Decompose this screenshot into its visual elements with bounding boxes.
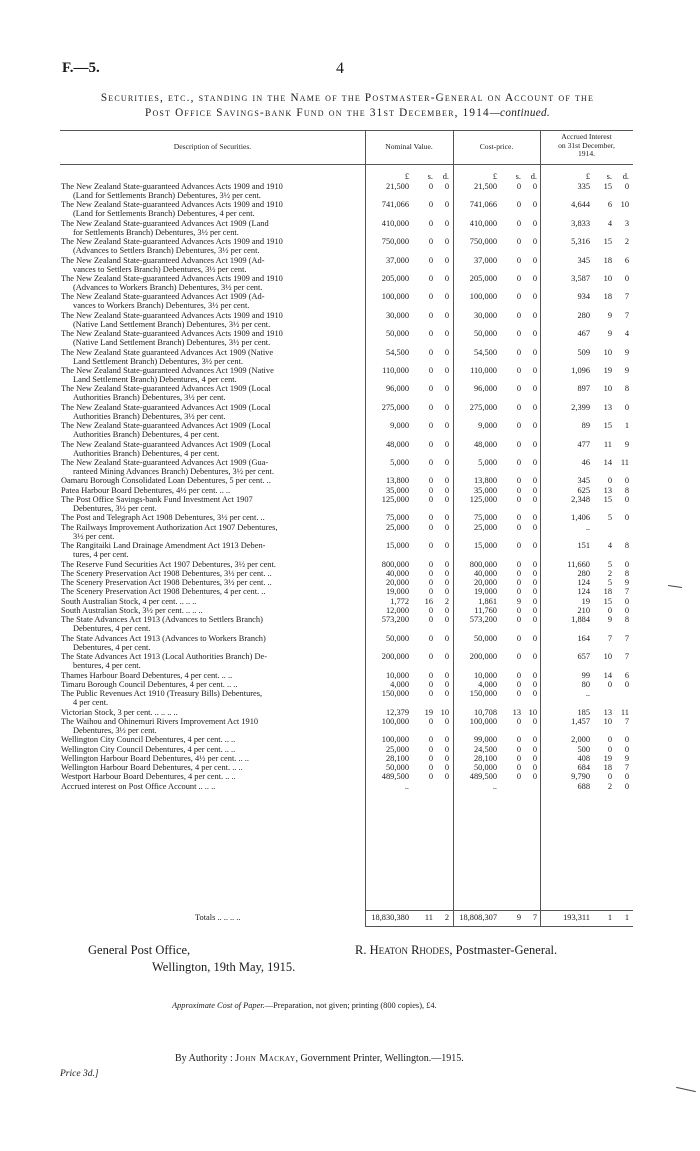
signature-title: , Postmaster-General.	[449, 943, 558, 957]
nominal-value: 100,000 0 0	[381, 735, 449, 745]
security-description: The New Zealand State-guaranteed Advances Act 1909 (Gua- ranteed Mining Advances Branch) Debentures, 3½ per cent.	[61, 458, 274, 476]
accrued-interest: 2,000 0 0	[571, 735, 629, 745]
nominal-value: 48,000 0 0	[385, 439, 449, 449]
nominal-value: 28,100 0 0	[385, 753, 449, 763]
security-description: The New Zealand State-guaranteed Advances Acts 1909 and 1910 (Land for Settlements Branch) Debentures, 4 per cent.	[61, 200, 283, 219]
security-description: The Public Revenues Act 1910 (Treasury Bills) Debentures, 4 per cent.	[61, 689, 263, 708]
accrued-interest: 99 14 6	[581, 670, 629, 680]
column-header-nominal: Nominal Value.	[385, 142, 433, 151]
nominal-value: 37,000 0 0	[385, 255, 449, 265]
column-header-cost: Cost-price.	[479, 142, 514, 151]
security-description: The Railways Improvement Authorization Act 1907 Debentures, 3½ per cent.	[61, 522, 278, 541]
accrued-interest: 185 13 11	[577, 707, 629, 717]
nominal-value: 150,000 0 0	[381, 689, 449, 699]
nominal-value: 19,000 0 0	[385, 587, 449, 597]
nominal-value: 12,000 0 0	[385, 606, 449, 615]
cost-price: 48,000 0 0	[473, 439, 537, 449]
cost-price: 30,000 0 0	[473, 310, 537, 320]
nominal-value: 125,000 0 0	[381, 495, 449, 504]
accrued-interest: 1,096 19 9	[571, 366, 629, 375]
unit-pence: d.	[530, 172, 537, 181]
cost-label: Approximate Cost of Paper.	[172, 1001, 265, 1010]
unit-pence: d.	[622, 172, 629, 181]
security-description: The New Zealand State-guaranteed Advances Acts 1909 and 1910 (Native Land Settlement Branch) Debentures, 3½ per cent.	[61, 310, 283, 329]
accrued-interest: 657 10 7	[577, 652, 629, 662]
nominal-value: 5,000 0 0	[390, 458, 449, 467]
cost-price: 75,000 0 0	[473, 513, 537, 523]
accrued-interest: 345 18 6	[577, 255, 629, 265]
security-description: The New Zealand State-guaranteed Advances Act 1909 (Local Authorities Branch) Debentures, 3½ per cent.	[61, 402, 271, 421]
total-nominal: 18,830,380 11 2	[371, 913, 449, 922]
nominal-value: 25,000 0 0	[385, 522, 449, 532]
signature-name: R. Heaton Rhodes	[355, 943, 450, 957]
security-description: The Scenery Preservation Act 1908 Debentures, 3½ per cent. ..	[61, 578, 272, 588]
security-description: Wellington Harbour Board Debentures, 4 per cent. .. ..	[61, 763, 243, 773]
accrued-interest: 2,348 15 0	[571, 495, 629, 504]
accrued-interest: 897 10 8	[577, 384, 629, 394]
nominal-value: 100,000 0 0	[381, 716, 449, 726]
column-header-description: Description of Securities.	[173, 142, 252, 151]
authority-line	[175, 1053, 464, 1064]
nominal-value: 800,000 0 0	[381, 559, 449, 569]
total-cost: 18,808,307 9 7	[459, 913, 537, 922]
cost-price: 573,200 0 0	[469, 615, 537, 625]
security-description: The New Zealand State-guaranteed Advances Act 1909 (Native Land Settlement Branch) Debentures, 4 per cent.	[61, 366, 274, 384]
accrued-interest: 164 7 7	[577, 633, 629, 643]
security-description: Wellington City Council Debentures, 4 per cent. .. ..	[61, 735, 236, 745]
nominal-value: 54,500 0 0	[385, 347, 449, 357]
security-description: Wellington City Council Debentures, 4 per cent. .. ..	[61, 744, 236, 754]
accrued-interest: ..	[585, 689, 590, 699]
cost-price: 19,000 0 0	[473, 587, 537, 597]
cost-price: 275,000 0 0	[469, 402, 537, 412]
cost-price: 150,000 0 0	[469, 689, 537, 699]
security-description: The New Zealand State-guaranteed Advances Acts 1909 and 1910 (Land for Settlements Branch) Debentures, 3½ per cent.	[61, 182, 283, 200]
security-description: The State Advances Act 1913 (Local Authorities Branch) De- bentures, 4 per cent.	[61, 652, 268, 671]
authority-name: John Mackay	[235, 1053, 296, 1064]
nominal-value: 9,000 0 0	[390, 421, 449, 431]
nominal-value: 40,000 0 0	[385, 568, 449, 578]
security-description: The New Zealand State-guaranteed Advances Act 1909 (Local Authorities Branch) Debentures, 4 per cent.	[61, 439, 271, 458]
accrued-interest: 80 0 0	[581, 679, 629, 689]
unit-shillings: s.	[427, 172, 433, 181]
nominal-value: 10,000 0 0	[385, 670, 449, 680]
security-description: The New Zealand State-guaranteed Advances Acts 1909 and 1910 (Native Land Settlement Branch) Debentures, 3½ per cent.	[61, 329, 283, 348]
accrued-interest: 19 15 0	[581, 596, 629, 606]
accrued-interest: 280 2 8	[577, 568, 629, 578]
cost-price: 489,500 0 0	[469, 772, 537, 782]
accrued-interest: ..	[585, 522, 590, 532]
security-description: The Scenery Preservation Act 1908 Debentures, 4 per cent. ..	[61, 587, 266, 597]
accrued-interest: 467 9 4	[577, 329, 629, 339]
accrued-interest: 210 0 0	[577, 606, 629, 615]
security-description: South Australian Stock, 3½ per cent. .. .. ..	[61, 606, 203, 615]
cost-price: 9,000 0 0	[478, 421, 537, 431]
accrued-interest: 280 9 7	[577, 310, 629, 320]
security-description: The New Zealand State-guaranteed Advances Act 1909 (Land for Settlements Branch) Debentures, 3½ per cent.	[61, 218, 269, 237]
accrued-interest: 3,587 10 0	[571, 274, 629, 283]
security-description: The Post and Telegraph Act 1908 Debentures, 3½ per cent. ..	[61, 513, 265, 523]
place-line-2: Wellington, 19th May, 1915.	[152, 960, 296, 974]
cost-price: 96,000 0 0	[473, 384, 537, 394]
page-title	[60, 91, 635, 121]
title-line-1: Securities, etc., standing in the Name of the Postmaster-General on Account of the	[100, 92, 595, 104]
security-description: Thames Harbour Board Debentures, 4 per cent. .. ..	[61, 670, 233, 680]
accrued-interest: 9,790 0 0	[571, 772, 629, 782]
title-line-2	[60, 106, 635, 121]
security-description: The New Zealand State-guaranteed Advances Act 1909 (Local Authorities Branch) Debentures, 3½ per cent.	[61, 384, 271, 403]
accrued-interest: 345 0 0	[577, 476, 629, 486]
security-description: Victorian Stock, 3 per cent. .. .. .. ..	[61, 707, 178, 717]
title-line-2-main: Post Office Savings-bank Fund on the 31st December, 1914	[145, 107, 490, 119]
nominal-value: 25,000 0 0	[385, 744, 449, 754]
accrued-interest: 89 15 1	[581, 421, 629, 431]
nominal-value: 50,000 0 0	[385, 763, 449, 773]
nominal-value: ..	[404, 781, 409, 791]
accrued-interest: 4,644 6 10	[571, 200, 629, 210]
cost-price: 50,000 0 0	[473, 633, 537, 643]
cost-price: 13,800 0 0	[473, 476, 537, 486]
accrued-interest: 124 5 9	[577, 578, 629, 588]
accrued-interest: 500 0 0	[577, 744, 629, 754]
cost-price: 25,000 0 0	[473, 522, 537, 532]
nominal-value: 750,000 0 0	[381, 237, 449, 247]
security-description: The New Zealand State-guaranteed Advances Act 1909 (Ad- vances to Settlers Branch) Debentures, 3½ per cent.	[61, 255, 265, 274]
cost-note	[172, 1001, 437, 1010]
cost-price: 750,000 0 0	[469, 237, 537, 247]
cost-price: 24,500 0 0	[473, 744, 537, 754]
cost-price: 205,000 0 0	[469, 274, 537, 283]
security-description: The Waihou and Ohinemuri Rivers Improvement Act 1910 Debentures, 3½ per cent.	[61, 716, 259, 735]
accrued-interest: 11,660 5 0	[567, 559, 629, 569]
cost-price: 110,000 0 0	[470, 366, 537, 375]
security-description: The Reserve Fund Securities Act 1907 Debentures, 3½ per cent.	[61, 559, 276, 569]
security-description: Patea Harbour Board Debentures, 4½ per cent. .. ..	[61, 485, 231, 495]
margin-mark	[676, 1087, 696, 1092]
cost-price: 200,000 0 0	[469, 652, 537, 662]
security-description: The New Zealand State-guaranteed Advances Acts 1909 and 1910 (Advances to Settlers Branch) Debentures, 3½ per cent.	[61, 237, 283, 256]
accrued-interest: 124 18 7	[577, 587, 629, 597]
security-description: The New Zealand State guaranteed Advances Act 1909 (Native Land Settlement Branch) Debentures, 3½ per cent.	[61, 347, 274, 366]
cost-price: 54,500 0 0	[473, 347, 537, 357]
security-description: Wellington Harbour Board Debentures, 4½ per cent. .. ..	[61, 753, 249, 763]
cost-price: 100,000 0 0	[469, 716, 537, 726]
column-header-interest: Accrued Interest on 31st December, 1914.	[558, 132, 615, 158]
security-description: The New Zealand State-guaranteed Advances Acts 1909 and 1910 (Advances to Workers Branch) Debentures, 3½ per cent.	[61, 274, 283, 292]
cost-price: 800,000 0 0	[469, 559, 537, 569]
security-description: The Scenery Preservation Act 1908 Debentures, 3½ per cent. ..	[61, 568, 272, 578]
nominal-value: 4,000 0 0	[390, 679, 449, 689]
nominal-value: 20,000 0 0	[385, 578, 449, 588]
cost-price: 10,708 13 10	[473, 707, 537, 717]
nominal-value: 110,000 0 0	[382, 366, 449, 375]
page-number: 4	[336, 60, 344, 77]
unit-shillings: s.	[606, 172, 612, 181]
security-description: Oamaru Borough Consolidated Loan Debentures, 5 per cent. ..	[61, 476, 271, 486]
cost-price: 10,000 0 0	[473, 670, 537, 680]
cost-price: 40,000 0 0	[473, 568, 537, 578]
accrued-interest: 408 19 9	[577, 753, 629, 763]
cost-price: 21,500 0 0	[473, 182, 537, 191]
nominal-value: 205,000 0 0	[381, 274, 449, 283]
accrued-interest: 5,316 15 2	[571, 237, 629, 247]
cost-price: 125,000 0 0	[469, 495, 537, 504]
cost-price: 741,066 0 0	[469, 200, 537, 210]
nominal-value: 200,000 0 0	[381, 652, 449, 662]
security-description: Westport Harbour Board Debentures, 4 per cent. .. ..	[61, 772, 236, 782]
security-description: The New Zealand State-guaranteed Advances Act 1909 (Local Authorities Branch) Debentures, 4 per cent.	[61, 421, 271, 440]
cost-price: 20,000 0 0	[473, 578, 537, 588]
unit-shillings: s.	[515, 172, 521, 181]
nominal-value: 30,000 0 0	[385, 310, 449, 320]
cost-text: —Preparation, not given; printing (800 copies), £4.	[264, 1001, 437, 1010]
accrued-interest: 46 14 11	[581, 458, 629, 467]
title-line-2-continued: —continued.	[489, 107, 550, 119]
margin-mark	[668, 585, 682, 588]
nominal-value: 12,379 19 10	[385, 707, 449, 717]
authority-prefix: By Authority :	[175, 1053, 233, 1064]
cost-price: 99,000 0 0	[473, 735, 537, 745]
nominal-value: 1,772 16 2	[390, 596, 449, 606]
unit-pounds: £	[585, 172, 590, 181]
accrued-interest: 1,457 10 7	[571, 716, 629, 726]
cost-price: 50,000 0 0	[473, 763, 537, 773]
nominal-value: 13,800 0 0	[385, 476, 449, 486]
cost-price: 15,000 0 0	[473, 541, 537, 551]
unit-pounds: £	[404, 172, 409, 181]
cost-price: 37,000 0 0	[473, 255, 537, 265]
document-code: F.—5.	[62, 60, 100, 76]
accrued-interest: 151 4 8	[577, 541, 629, 551]
cost-price: 5,000 0 0	[478, 458, 537, 467]
accrued-interest: 477 11 9	[577, 439, 629, 449]
nominal-value: 50,000 0 0	[385, 329, 449, 339]
nominal-value: 489,500 0 0	[381, 772, 449, 782]
place-line-1: General Post Office,	[88, 943, 191, 957]
security-description: Accrued interest on Post Office Account .. .. ..	[61, 781, 216, 791]
cost-price: 11,760 0 0	[474, 606, 537, 615]
accrued-interest: 1,406 5 0	[571, 513, 629, 523]
security-description: Timaru Borough Council Debentures, 4 per cent. .. ..	[61, 679, 238, 689]
security-description: The New Zealand State-guaranteed Advances Act 1909 (Ad- vances to Workers Branch) Debentures, 3½ per cent.	[61, 292, 265, 311]
cost-price: 50,000 0 0	[473, 329, 537, 339]
cost-price: ..	[492, 781, 497, 791]
cost-price: 4,000 0 0	[478, 679, 537, 689]
nominal-value: 573,200 0 0	[381, 615, 449, 625]
nominal-value: 50,000 0 0	[385, 633, 449, 643]
nominal-value: 741,066 0 0	[381, 200, 449, 210]
total-interest: 193,311 1 1	[563, 913, 629, 922]
authority-suffix: , Government Printer, Wellington.—1915.	[295, 1053, 464, 1064]
security-description: The State Advances Act 1913 (Advances to Settlers Branch) Debentures, 4 per cent.	[61, 615, 263, 634]
totals-label: Totals .. .. .. ..	[195, 913, 241, 922]
accrued-interest: 688 2 0	[577, 781, 629, 791]
nominal-value: 75,000 0 0	[385, 513, 449, 523]
security-description: The State Advances Act 1913 (Advances to Workers Branch) Debentures, 4 per cent.	[61, 633, 266, 652]
accrued-interest: 2,399 13 0	[571, 402, 629, 412]
accrued-interest: 684 18 7	[577, 763, 629, 773]
accrued-interest: 934 18 7	[577, 292, 629, 302]
nominal-value: 410,000 0 0	[381, 218, 449, 228]
security-description: The Post Office Savings-bank Fund Investment Act 1907 Debentures, 3½ per cent.	[61, 495, 253, 513]
nominal-value: 275,000 0 0	[381, 402, 449, 412]
cost-price: 1,861 9 0	[478, 596, 537, 606]
cost-price: 28,100 0 0	[473, 753, 537, 763]
nominal-value: 96,000 0 0	[385, 384, 449, 394]
nominal-value: 100,000 0 0	[381, 292, 449, 302]
security-description: The Rangitaiki Land Drainage Amendment Act 1913 Deben- tures, 4 per cent.	[61, 541, 266, 560]
cost-price: 35,000 0 0	[473, 485, 537, 495]
nominal-value: 35,000 0 0	[385, 485, 449, 495]
cost-price: 100,000 0 0	[469, 292, 537, 302]
cost-price: 410,000 0 0	[469, 218, 537, 228]
price-label: Price 3d.]	[60, 1069, 99, 1079]
accrued-interest: 1,884 9 8	[571, 615, 629, 625]
accrued-interest: 625 13 8	[577, 485, 629, 495]
nominal-value: 15,000 0 0	[385, 541, 449, 551]
nominal-value: 21,500 0 0	[385, 182, 449, 191]
security-description: South Australian Stock, 4 per cent. .. .. ..	[61, 596, 197, 606]
accrued-interest: 509 10 9	[577, 347, 629, 357]
accrued-interest: 3,833 4 3	[571, 218, 629, 228]
accrued-interest: 335 15 0	[577, 182, 629, 191]
unit-pounds: £	[492, 172, 497, 181]
unit-pence: d.	[442, 172, 449, 181]
signature	[355, 943, 557, 958]
